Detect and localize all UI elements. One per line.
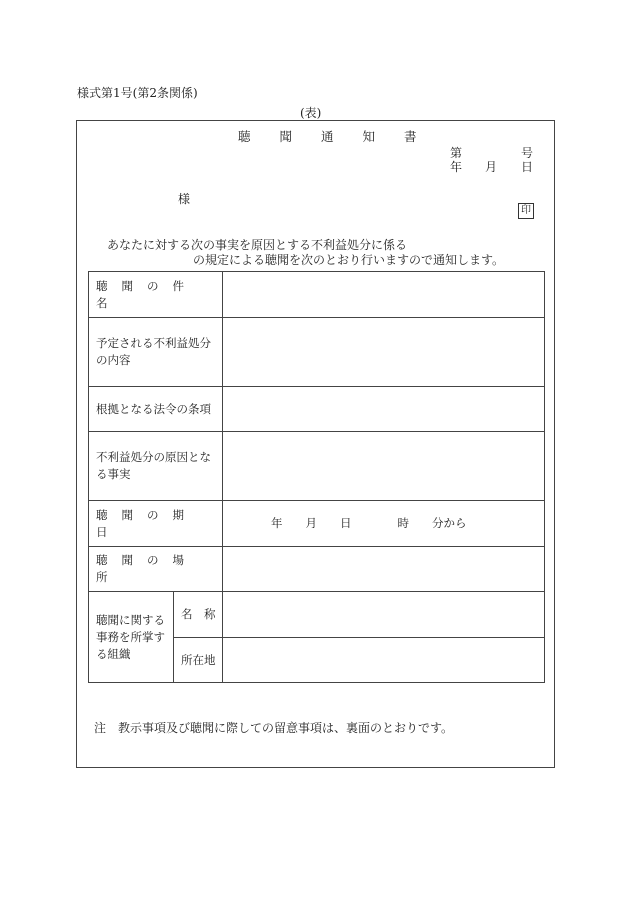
addressee-suffix: 様: [178, 192, 191, 206]
number-prefix: 第: [450, 146, 463, 160]
date-value: 年 月 日 時 分から: [223, 501, 545, 547]
legal-basis-value: [223, 387, 545, 432]
table-row: [89, 592, 545, 638]
legal-basis-label: 根拠となる法令の条項: [89, 387, 223, 432]
date-day-label: 日: [521, 160, 534, 174]
notice-items-table: [88, 271, 545, 683]
place-label: 聴聞の場所: [89, 547, 223, 592]
disposition-value: [223, 318, 545, 387]
case-name-label: 聴聞の件名: [89, 272, 223, 318]
document-title: 聴聞通知書: [238, 129, 446, 144]
intro-line-2: の規定による聴聞を次のとおり行いますので通知します。: [193, 253, 505, 267]
date-year-label: 年: [450, 160, 463, 174]
cause-label: 不利益処分の原因となる事実: [89, 432, 223, 501]
footer-note: 注 教示事項及び聴聞に際しての留意事項は、裏面のとおりです。: [94, 721, 454, 735]
number-suffix: 号: [521, 146, 534, 160]
table-row: [89, 501, 545, 547]
table-row: [89, 272, 545, 318]
table-row: [89, 318, 545, 387]
org-address-value: [223, 638, 545, 683]
org-address-label: 所在地: [174, 638, 223, 683]
org-name-label: 名 称: [174, 592, 223, 638]
org-name-value: [223, 592, 545, 638]
seal-mark: 印: [518, 203, 534, 219]
place-value: [223, 547, 545, 592]
org-label: 聴聞に関する事務を所掌する組織: [89, 592, 174, 683]
case-name-value: [223, 272, 545, 318]
table-row: [89, 547, 545, 592]
table-row: [89, 387, 545, 432]
cause-value: [223, 432, 545, 501]
date-month-label: 月: [485, 160, 498, 174]
form-label: 様式第1号(第2条関係): [77, 86, 198, 100]
side-label: (表): [300, 106, 322, 120]
table-row: [89, 432, 545, 501]
date-label: 聴聞の期日: [89, 501, 223, 547]
intro-line-1: あなたに対する次の事実を原因とする不利益処分に係る: [107, 238, 408, 252]
disposition-label: 予定される不利益処分の内容: [89, 318, 223, 387]
